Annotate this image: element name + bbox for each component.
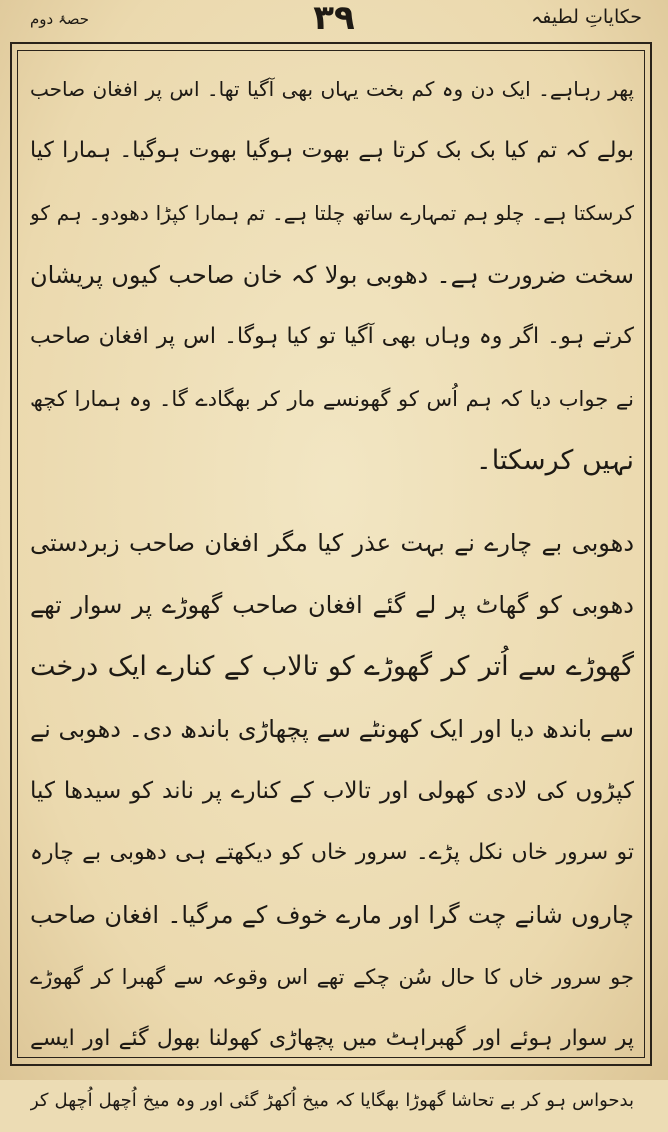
page-number: ۳۹ <box>313 0 355 38</box>
text-line: جو سرور خاں کا حال سُن چکے تھے اس وقوعہ سے گھبرا کر گھوڑے <box>30 965 634 989</box>
text-line: سخت ضرورت ہے۔ دھوبی بولا کہ خان صاحب کیوں پریشان <box>30 261 634 289</box>
text-line: پر سوار ہوئے اور گھبراہٹ میں پچھاڑی کھولنا بھول گئے اور ایسے <box>30 1026 634 1051</box>
text-line: دھوبی بے چارے نے بہت عذر کیا مگر افغان صاحب زبردستی <box>30 529 634 557</box>
paragraph-2 <box>30 512 634 1132</box>
text-line: دھوبی کو گھاٹ پر لے گئے افغان صاحب گھوڑے پر سوار تھے <box>30 591 634 619</box>
book-title: حکایاتِ لطیفہ <box>531 6 642 28</box>
text-line: پھر رہاہے۔ ایک دن وہ کم بخت یہاں بھی آگیا تھا۔ اس پر افغان صاحب <box>30 77 634 101</box>
text-line: نے جواب دیا کہ ہم اُس کو گھونسے مار کر بھگادے گا۔ وہ ہمارا کچھ <box>30 387 634 411</box>
text-line: کرتے ہو۔ اگر وہ وہاں بھی آگیا تو کیا ہوگا۔ اس پر افغان صاحب <box>30 324 634 349</box>
text-line: سے باندھ دیا اور ایک کھونٹے سے پچھاڑی باندھ دی۔ دھوبی نے <box>30 715 634 743</box>
text-line: تو سرور خاں نکل پڑے۔ سرور خاں کو دیکھتے ہی دھوبی بے چارہ <box>30 840 634 865</box>
text-line: کرسکتا ہے۔ چلو ہم تمہارے ساتھ چلتا ہے۔ تم ہمارا کپڑا دھودو۔ ہم کو <box>30 201 634 225</box>
paragraph-1 <box>30 58 634 492</box>
text-line: کپڑوں کی لادی کھولی اور تالاب کے کنارے پر ناند کو سیدھا کیا <box>30 778 634 804</box>
text-line: نہیں کرسکتا۔ <box>475 445 634 476</box>
text-line: بدحواس ہو کر بے تحاشا گھوڑا بھگایا کہ میخ اُکھڑ گئی اور وہ میخ اُچھل اُچھل کر <box>30 1090 634 1111</box>
text-line: چاروں شانے چت گرا اور مارے خوف کے مرگیا۔ افغان صاحب <box>30 901 634 929</box>
text-line: بولے کہ تم کیا بک بک کرتا ہے بھوت ہوگیا بھوت ہوگیا۔ ہمارا کیا <box>30 138 634 163</box>
text-line: گھوڑے سے اُتر کر گھوڑے کو تالاب کے کنارے ایک درخت <box>30 651 634 682</box>
page-body <box>30 58 634 1132</box>
section-label: حصۂ دوم <box>30 10 90 28</box>
